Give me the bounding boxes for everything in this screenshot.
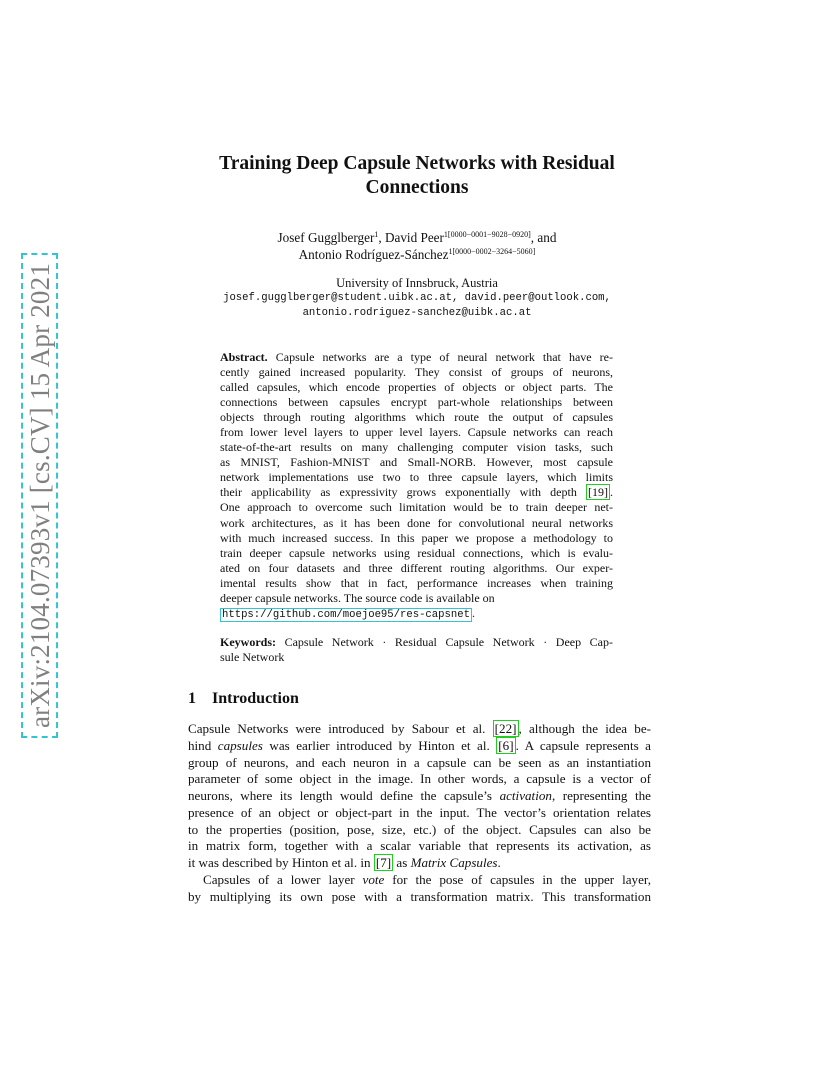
institution: University of Innsbruck, Austria — [336, 276, 498, 290]
source-code-link[interactable]: https://github.com/moejoe95/res-capsnet — [222, 608, 470, 621]
abstract-line: work architectures, as it has been done for convolutional neural networks — [220, 515, 613, 530]
keywords — [220, 635, 613, 665]
abstract-line: connections between capsules encrypt part-whole relationships between — [220, 395, 613, 410]
arxiv-identifier-text: arXiv:2104.07393v1 [cs.CV] 15 Apr 2021 — [22, 252, 59, 737]
abstract-line: One approach to overcome such limitation would be to train deeper net- — [220, 500, 613, 515]
body-line: to the properties (position, pose, size, etc.) of the object. Capsules can also be — [188, 821, 651, 837]
keywords-line: Keywords: Capsule Network · Residual Capsule Network · Deep Cap- — [220, 635, 613, 649]
keywords-label: Keywords: — [220, 635, 276, 649]
abstract — [220, 350, 613, 621]
body-line: Capsule Networks were introduced by Sabour et al. [22] , although the idea be- — [188, 721, 652, 736]
body-line: in matrix form, together with a scalar variable that represents its activation, as — [188, 838, 651, 854]
abstract-line: ated on four datasets and three different routing algorithms. Our exper- — [220, 560, 613, 575]
abstract-line: as MNIST, Fashion-MNIST and Small-NORB. However, most capsule — [220, 455, 613, 470]
author-separator: , and — [530, 230, 557, 245]
abstract-line: their applicability as expressivity grows exponentially with depth [19] . — [220, 485, 613, 500]
author-line-1 — [160, 229, 674, 246]
author-orcid: 1[0000−0001−9028−0920] — [443, 230, 531, 239]
body-line: group of neurons, and each neuron in a capsule can be seen as an instantiation — [188, 754, 651, 770]
abstract-line: network implementations use two to three capsule layers, which limits — [220, 470, 613, 485]
body-line: by multiplying its own pose with a transformation matrix. This transformation — [188, 888, 651, 904]
abstract-line: train deeper capsule networks using residual connections, which is evalu- — [220, 545, 613, 560]
abstract-line: Abstract. Capsule networks are a type of neural network that have re- — [220, 350, 613, 364]
paper-title-line-2: Connections — [365, 177, 469, 198]
author-orcid: 1[0000−0002−3264−5060] — [448, 247, 536, 256]
paper-title — [120, 152, 714, 200]
abstract-label: Abstract. — [220, 350, 268, 364]
body-line: hind capsules was earlier introduced by Hinton et al. [6] . A capsule represents a — [188, 737, 651, 753]
citation-link[interactable]: [22] — [494, 721, 517, 736]
abstract-line: called capsules, which encode properties of objects or object parts. The — [220, 380, 613, 395]
arxiv-identifier-stamp — [20, 250, 60, 740]
abstract-line: deeper capsule networks. The source code is available on — [220, 590, 495, 605]
section-number: 1 — [188, 690, 196, 707]
author-emails-line-1: josef.gugglberger@student.uibk.ac.at, david.peer@outlook.com, — [223, 292, 611, 304]
section-heading — [188, 690, 299, 708]
body-line: it was described by Hinton et al. in [7] as Matrix Capsules. — [188, 855, 501, 870]
author-line-2 — [160, 246, 674, 263]
body-line: Capsules of a lower layer vote for the pose of capsules in the upper layer, — [203, 871, 651, 887]
author-name: Antonio Rodríguez-Sánchez — [298, 247, 449, 262]
section-title: Introduction — [212, 690, 299, 707]
author-separator: , David Peer — [378, 230, 444, 245]
author-emails-line-2: antonio.rodriguez-sanchez@uibk.ac.at — [302, 307, 532, 319]
affiliation-block — [160, 276, 674, 321]
abstract-line: cently gained increased popularity. They consist of groups of neurons, — [220, 365, 613, 380]
abstract-line: state-of-the-art results on many challenging computer vision tasks, such — [220, 440, 613, 455]
body-line: parameter of some object in the image. In other words, a capsule is a vector of — [188, 771, 651, 787]
citation-link[interactable]: [19] — [588, 485, 608, 500]
abstract-line: with much increased success. In this paper we propose a methodology to — [220, 530, 613, 545]
abstract-line: from lower level layers to upper level layers. Capsule networks can reach — [220, 425, 613, 440]
citation-link[interactable]: [7] — [375, 855, 392, 870]
paper-title-line-1: Training Deep Capsule Networks with Residual — [219, 153, 615, 174]
abstract-line: objects through routing algorithms which route the output of capsules — [220, 410, 613, 425]
citation-link[interactable]: [6] — [498, 737, 514, 753]
body-line: neurons, where its length would define the capsule’s activation, representing the — [188, 788, 651, 803]
introduction-body — [188, 721, 651, 905]
author-list — [160, 229, 674, 263]
body-line: presence of an object or object-part in the input. The vector’s orientation relates — [188, 804, 651, 820]
abstract-line: imental results show that in fact, performance increases when training — [220, 575, 613, 590]
author-name: Josef Gugglberger — [277, 230, 375, 245]
abstract-line: https://github.com/moejoe95/res-capsnet . — [222, 605, 475, 621]
keywords-line: sule Network — [220, 650, 285, 665]
author-affiliation-mark: 1 — [374, 230, 379, 239]
